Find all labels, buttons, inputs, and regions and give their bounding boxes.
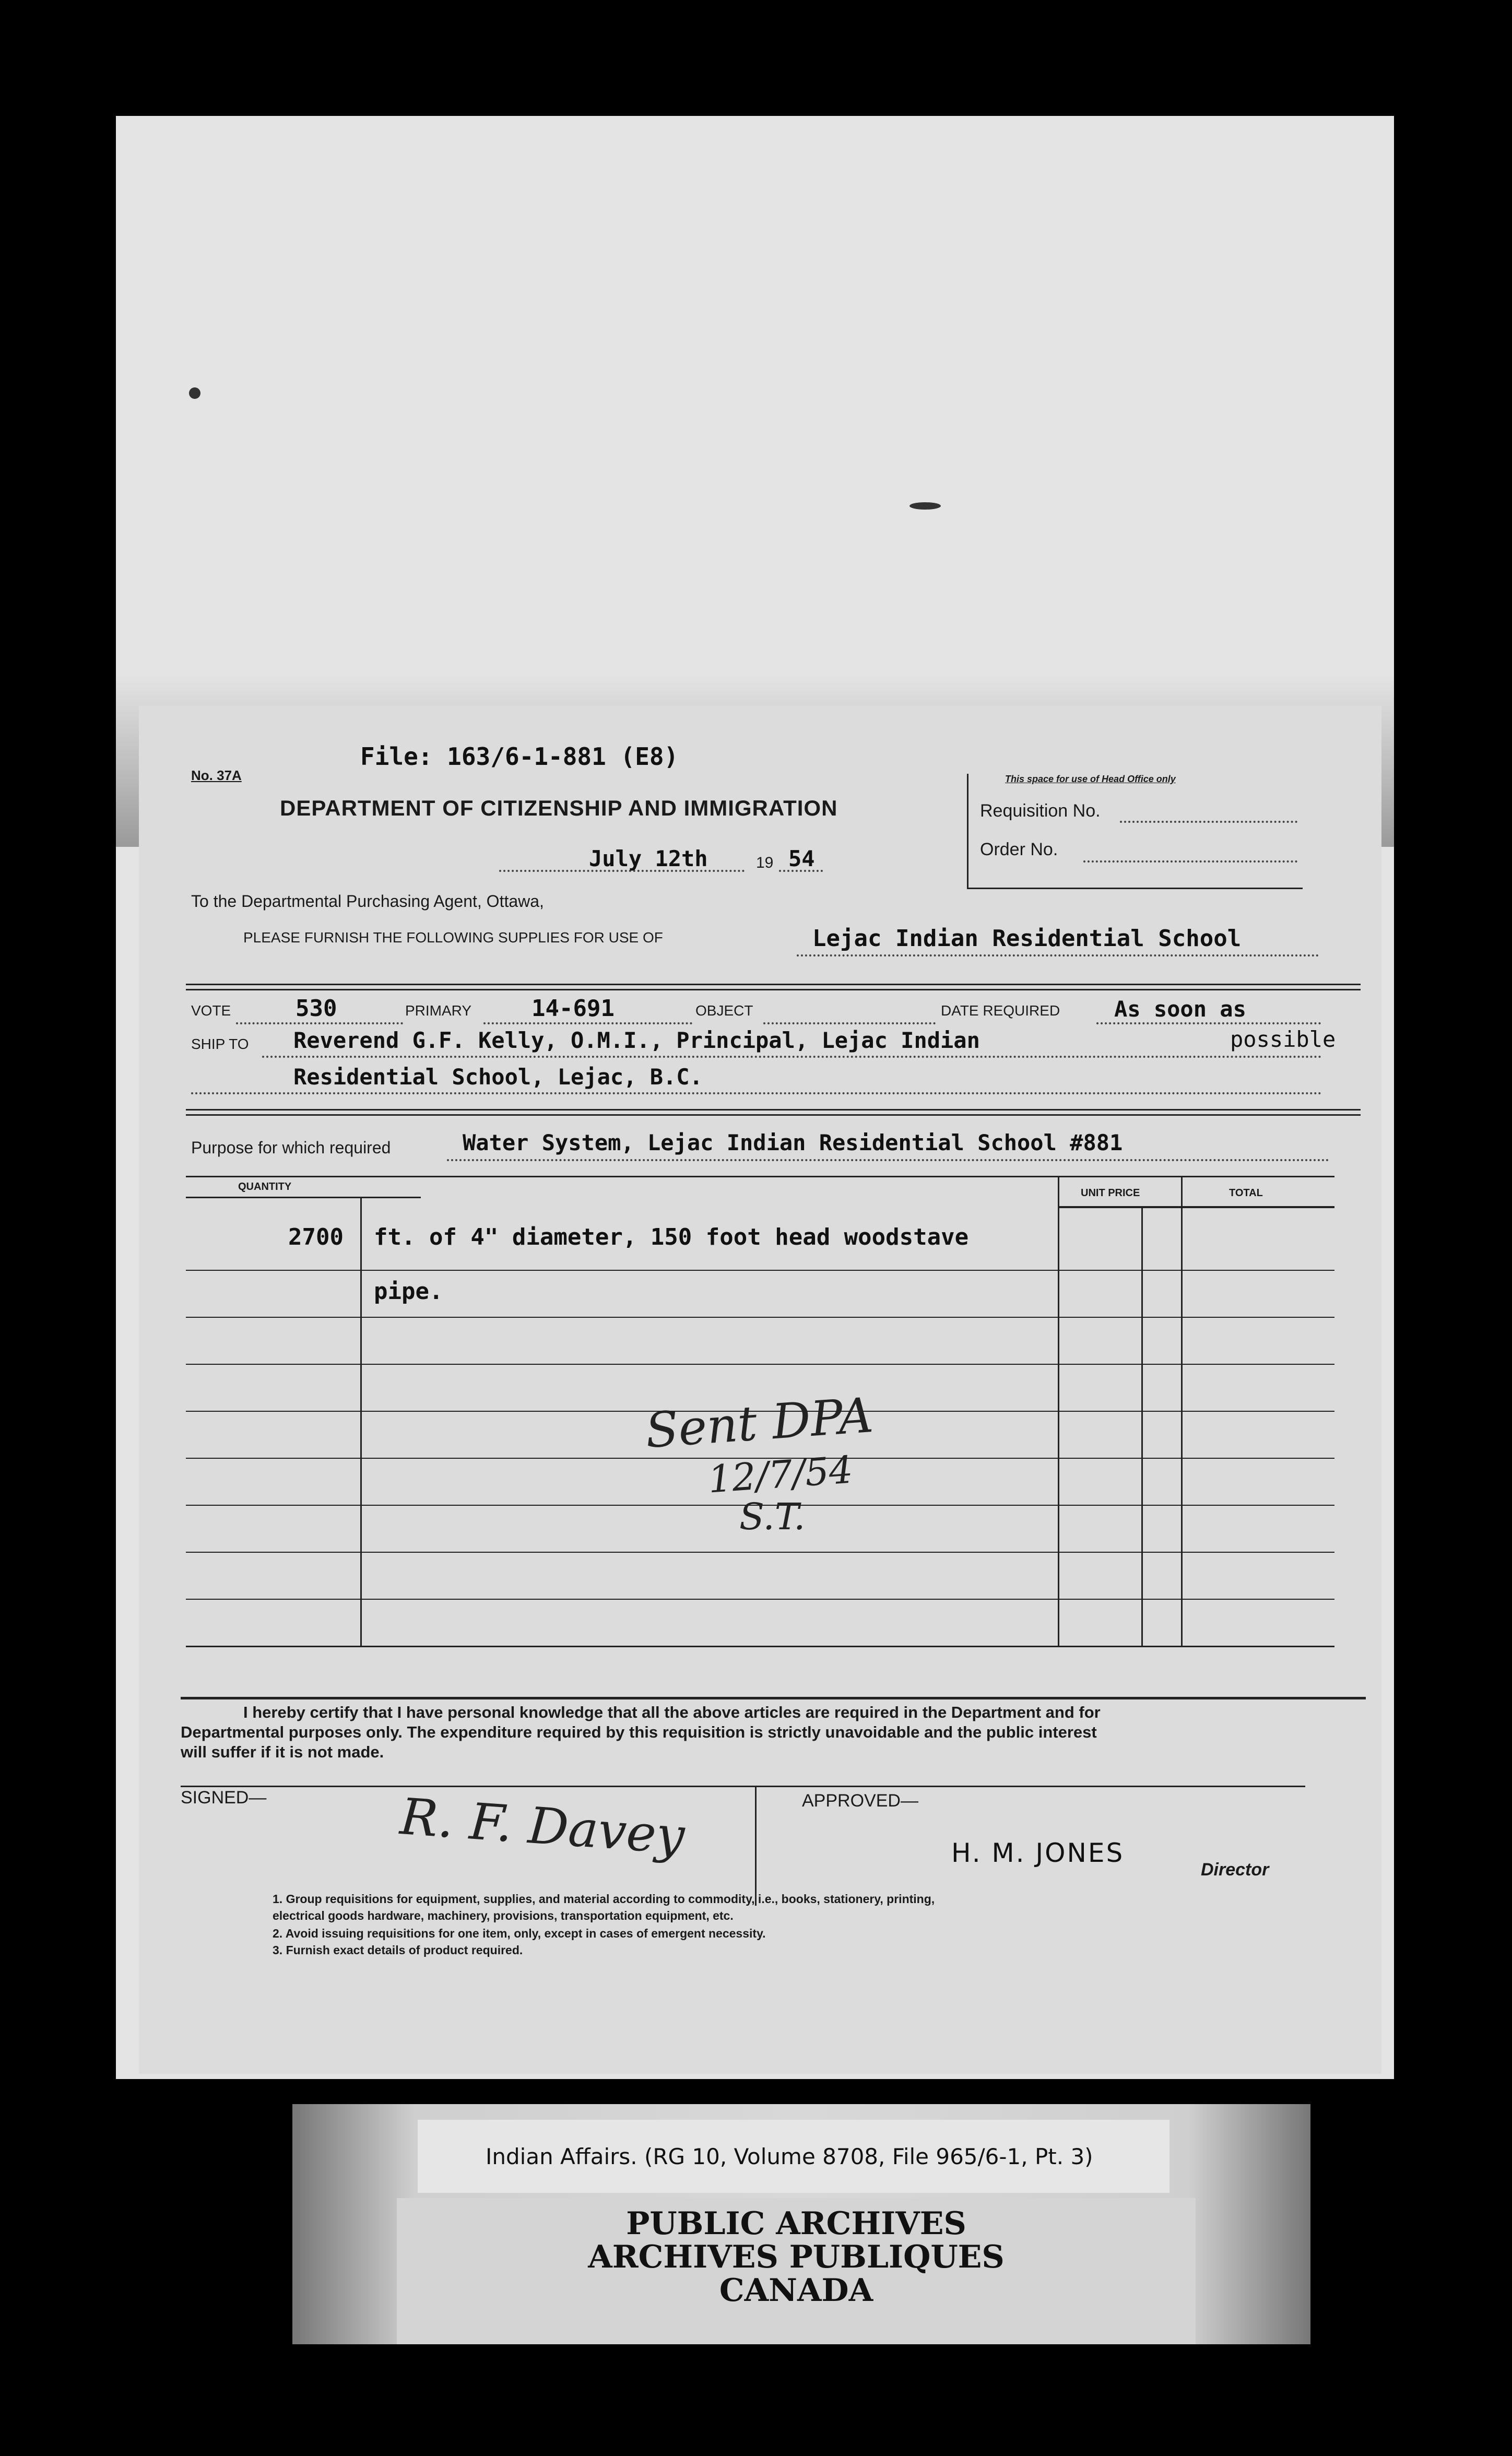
date-required-line (1096, 1022, 1321, 1024)
table-bottom-border (186, 1646, 1334, 1647)
ship-to-value-1: Reverend G.F. Kelly, O.M.I., Principal, Lejac Indian (293, 1028, 980, 1053)
requisition-no-label: Requisition No. (980, 801, 1101, 821)
to-line: To the Departmental Purchasing Agent, Ottawa, (191, 892, 544, 911)
archive-reference: Indian Affairs. (RG 10, Volume 8708, File 965/6-1, Pt. 3) (486, 2144, 1093, 2169)
items-table (186, 1176, 1334, 1646)
table-header-border (186, 1197, 421, 1198)
row-line (186, 1599, 1334, 1600)
approver-name: H. M. JONES (951, 1838, 1125, 1868)
ship-to-line-1 (262, 1056, 1322, 1058)
archive-reference-strip (418, 2120, 1170, 2193)
purpose-value: Water System, Lejac Indian Residential School #881 (463, 1130, 1123, 1155)
vote-label: VOTE (191, 1002, 231, 1019)
vote-value: 530 (296, 995, 337, 1022)
divider (186, 1114, 1361, 1116)
date-required-value-2: possible (1230, 1026, 1336, 1052)
head-office-box (967, 774, 1303, 889)
archive-stamp (397, 2198, 1196, 2344)
head-office-note: This space for use of Head Office only (1005, 774, 1176, 784)
signature: R. F. Davey (398, 1787, 687, 1865)
handwritten-note-1: Sent DPA (643, 1387, 875, 1459)
date-required-value: As soon as (1114, 996, 1246, 1022)
col-unit-price: UNIT PRICE (1081, 1187, 1140, 1199)
ship-to-label: SHIP TO (191, 1036, 249, 1052)
item-quantity: 2700 (288, 1224, 344, 1250)
row-line (186, 1552, 1334, 1553)
approved-label: APPROVED— (802, 1791, 918, 1811)
row-line (186, 1270, 1334, 1271)
signed-label: SIGNED— (181, 1788, 267, 1808)
divider (181, 1697, 1366, 1699)
certify-line-3: will suffer if it is not made. (181, 1743, 384, 1761)
date-required-label: DATE REQUIRED (941, 1002, 1060, 1019)
archive-line-1: PUBLIC ARCHIVES (626, 2205, 966, 2242)
row-line (186, 1364, 1334, 1365)
purpose-label: Purpose for which required (191, 1138, 391, 1157)
certify-line-1: I hereby certify that I have personal knowledge that all the above articles are required in the Department and for (243, 1703, 1101, 1721)
signature-divider (181, 1786, 1305, 1787)
divider (186, 1109, 1361, 1111)
instruction-line: electrical goods hardware, machinery, provisions, transportation equipment, etc. (273, 1909, 734, 1922)
instruction-line: 1. Group requisitions for equipment, supplies, and material according to commodity, i.e., books, stationery, printing, (273, 1892, 935, 1906)
qty-column-divider (360, 1197, 362, 1646)
requisition-no-line (1120, 821, 1297, 823)
handwritten-note-2: 12/7/54 (706, 1447, 855, 1502)
table-top-border (186, 1176, 1334, 1177)
furnish-line: PLEASE FURNISH THE FOLLOWING SUPPLIES FOR USE OF (243, 929, 663, 946)
for-use-line (797, 954, 1319, 957)
item-description-1: ft. of 4" diameter, 150 foot head woodstave (374, 1224, 969, 1250)
director-label: Director (1201, 1860, 1269, 1880)
archive-line-2: ARCHIVES PUBLIQUES (588, 2239, 1005, 2275)
divider (186, 984, 1361, 985)
col-quantity: QUANTITY (238, 1181, 292, 1192)
vote-line (236, 1022, 403, 1024)
row-line (186, 1317, 1334, 1318)
object-label: OBJECT (695, 1002, 753, 1019)
year-prefix: 19 (756, 854, 774, 871)
department-title: DEPARTMENT OF CITIZENSHIP AND IMMIGRATION (280, 796, 838, 820)
divider (186, 989, 1361, 990)
certify-line-2: Departmental purposes only. The expenditure required by this requisition is strictly unavoidable and the public interest (181, 1723, 1097, 1741)
table-header-border (1058, 1206, 1334, 1208)
handwritten-note-3: S.T. (739, 1495, 806, 1538)
purpose-line (447, 1159, 1329, 1161)
signature-split (755, 1786, 757, 1906)
year-value: 54 (788, 846, 815, 871)
object-line (763, 1022, 936, 1024)
archive-line-3: CANADA (719, 2272, 873, 2309)
ink-speck (909, 502, 941, 510)
unit-price-sub-divider (1141, 1207, 1143, 1646)
instruction-line: 3. Furnish exact details of product required. (273, 1943, 523, 1957)
for-use-value: Lejac Indian Residential School (812, 925, 1242, 952)
date-value: July 12th (589, 846, 708, 871)
requisition-form (139, 706, 1381, 2074)
order-no-label: Order No. (980, 840, 1058, 859)
item-description-2: pipe. (374, 1278, 443, 1305)
col-total: TOTAL (1229, 1187, 1263, 1199)
primary-value: 14-691 (531, 995, 615, 1022)
primary-label: PRIMARY (405, 1002, 472, 1019)
ship-to-value-2: Residential School, Lejac, B.C. (293, 1064, 703, 1090)
instruction-line: 2. Avoid issuing requisitions for one item, only, except in cases of emergent necessity. (273, 1927, 766, 1940)
ship-to-line-2 (191, 1092, 1322, 1094)
form-number: No. 37A (191, 768, 242, 783)
file-reference: File: 163/6-1-881 (E8) (360, 742, 679, 771)
primary-line (483, 1022, 692, 1024)
ink-speck (189, 387, 200, 399)
order-no-line (1083, 860, 1297, 863)
